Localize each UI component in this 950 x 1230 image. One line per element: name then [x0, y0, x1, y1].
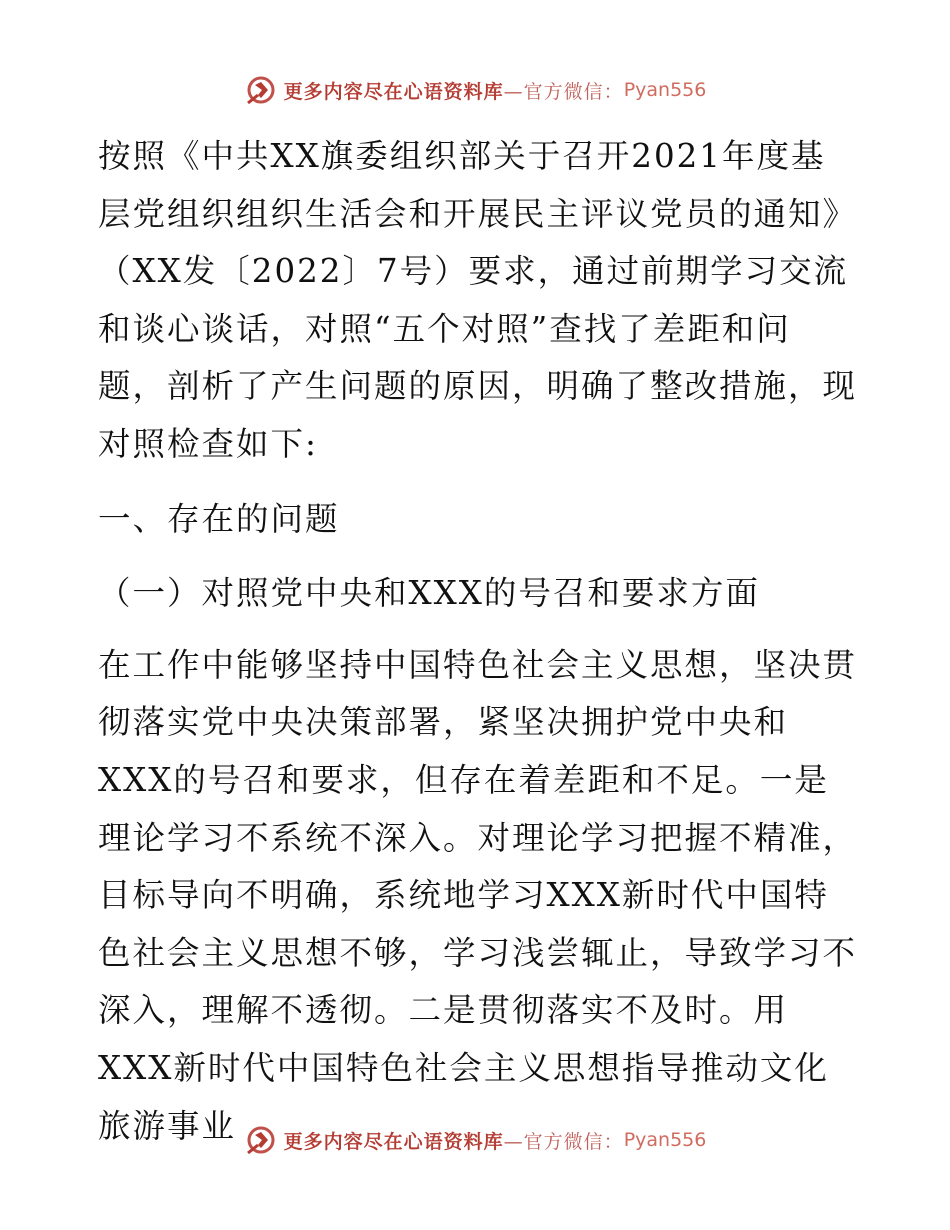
watermark-separator: —官方微信：	[503, 1130, 624, 1153]
watermark-wechat-id: Pyan556	[623, 79, 707, 101]
section-heading-1: 一、存在的问题	[98, 499, 340, 538]
watermark-text: 更多内容尽在心语资料库	[283, 80, 504, 103]
watermark-separator: —官方微信：	[503, 80, 624, 103]
document-body	[98, 128, 858, 1155]
watermark-banner-bottom	[0, 1122, 950, 1158]
subsection-heading: （一）对照党中央和XXX的号召和要求方面	[98, 574, 760, 613]
watermark-text: 更多内容尽在心语资料库	[283, 1130, 504, 1153]
pen-logo-icon	[244, 73, 278, 107]
pen-logo-icon	[244, 1123, 278, 1157]
watermark-banner-top	[0, 72, 950, 108]
intro-paragraph: 按照《中共XX旗委组织部关于召开2021年度基层党组织组织生活会和开展民主评议党员的通知》（XX发〔2022〕7号）要求，通过前期学习交流和谈心谈话，对照“五个对照”查找了差距和问题，剖析了产生问题的原因，明确了整改措施，现对照检查如下:	[98, 137, 858, 463]
watermark-wechat-id: Pyan556	[623, 1129, 707, 1151]
body-paragraph: 在工作中能够坚持中国特色社会主义思想，坚决贯彻落实党中央决策部署，紧坚决拥护党中央和XXX的号召和要求，但存在着差距和不足。一是理论学习不系统不深入。对理论学习把握不精准，目标导向不明确，系统地学习XXX新时代中国特色社会主义思想不够，学习浅尝辄止，导致学习不深入，理解不透彻。二是贯彻落实不及时。用XXX新时代中国特色社会主义思想指导推动文化旅游事业	[98, 645, 858, 1145]
